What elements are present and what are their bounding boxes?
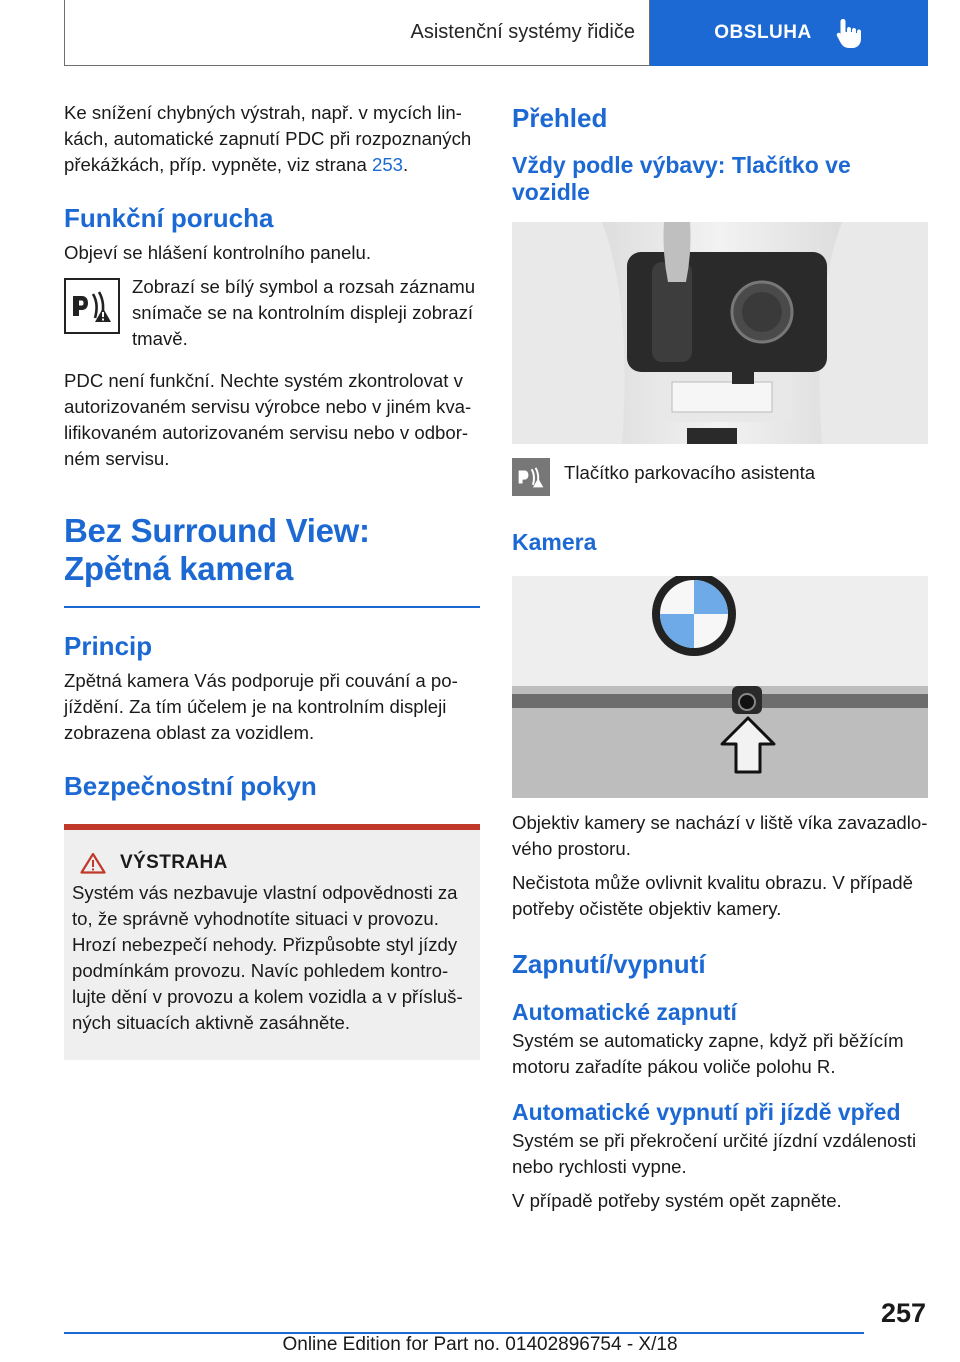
center-console-image <box>512 222 928 444</box>
chapter-tab-label: OBSLUHA <box>714 22 812 43</box>
parking-assistant-icon <box>512 458 550 496</box>
hand-pointer-icon <box>834 17 864 49</box>
warning-label: VÝSTRAHA <box>120 852 228 873</box>
safety-heading: Bezpečnostní pokyn <box>64 771 317 801</box>
principle-paragraph: Zpětná kamera Vás podporuje při couvání a po‐jíždění. Za tím účelem je na kontrolním displeji zobrazena oblast za vozidlem. <box>64 670 458 743</box>
warning-header <box>80 852 472 874</box>
onoff-heading: Zapnutí/vypnutí <box>512 949 706 979</box>
fault-paragraph-2: PDC není funkční. Nechte systém zkontrolovat v autorizovaném servisu výrobce nebo v jiném kva‐lifikovaném autorizovaném servisu nebo v odbor‐ném servisu. <box>64 370 472 469</box>
button-caption: Tlačítko parkovacího asistenta <box>564 462 816 483</box>
fault-paragraph-1: Objeví se hlášení kontrolního panelu. <box>64 242 371 263</box>
auto-on-heading: Automatické zapnutí <box>512 999 737 1025</box>
warning-text: Systém vás nezbavuje vlastní odpovědnosti za to, že správně vyhodnotíte situaci v provozu. Hrozí nebezpečí nehody. Přizpůsobte styl jízdy podmínkám provozu. Navíc pohledem kontro‐lujte dění v provozu a kolem vozidla a v přísluš‐ných situacích aktivně zasáhněte. <box>72 882 463 1033</box>
camera-paragraph-2: Nečistota může ovlivnit kvalitu obrazu. V případě potřeby očistěte objektiv kamery. <box>512 872 913 919</box>
auto-on-paragraph: Systém se automaticky zapne, když při běžícím motoru zařadíte pákou voliče polohu R. <box>512 1030 904 1077</box>
edition-text: Online Edition for Part no. 01402896754 - X/18 <box>282 1334 678 1355</box>
intro-paragraph: Ke snížení chybných výstrah, např. v mycích lin‐kách, automatické zapnutí PDC při rozpoznaných překážkách, příp. vypněte, viz strana 253. <box>64 102 472 175</box>
auto-off-heading: Automatické vypnutí při jízdě vpřed <box>512 1099 901 1125</box>
rear-camera-image <box>512 576 928 798</box>
section-divider <box>64 606 480 608</box>
principle-heading: Princip <box>64 631 153 661</box>
pdc-symbol-icon <box>64 278 120 334</box>
camera-paragraph-1: Objektiv kamery se nachází v liště víka zavazadlo‐vého prostoru. <box>512 812 928 859</box>
right-column <box>512 98 928 1214</box>
overview-heading: Přehled <box>512 103 608 133</box>
fault-heading: Funkční porucha <box>64 203 274 233</box>
button-subheading: Vždy podle výbavy: Tlačítko ve vozidle <box>512 152 851 205</box>
page-number: 257 <box>880 1298 926 1328</box>
camera-heading: Kamera <box>512 529 597 555</box>
page-link-253[interactable]: 253 <box>371 154 404 175</box>
warning-triangle-icon <box>80 852 106 874</box>
page-header <box>64 0 928 66</box>
left-column <box>64 98 480 1060</box>
warning-box <box>64 824 480 1060</box>
section-title: Asistenční systémy řidiče <box>64 0 650 66</box>
auto-off-paragraph-1: Systém se při překročení určité jízdní vzdálenosti nebo rychlosti vypne. <box>512 1130 917 1177</box>
button-caption-row <box>512 458 928 496</box>
auto-off-paragraph-2: V případě potřeby systém opět zapněte. <box>512 1190 842 1211</box>
fault-symbol-text: Zobrazí se bílý symbol a rozsah záznamu snímače se na kontrolním displeji zobrazí tmavě. <box>132 276 476 349</box>
fault-symbol-row <box>64 274 480 352</box>
chapter-tab[interactable] <box>650 0 928 66</box>
camera-section-title: Bez Surround View: Zpětná kamera <box>64 512 370 587</box>
